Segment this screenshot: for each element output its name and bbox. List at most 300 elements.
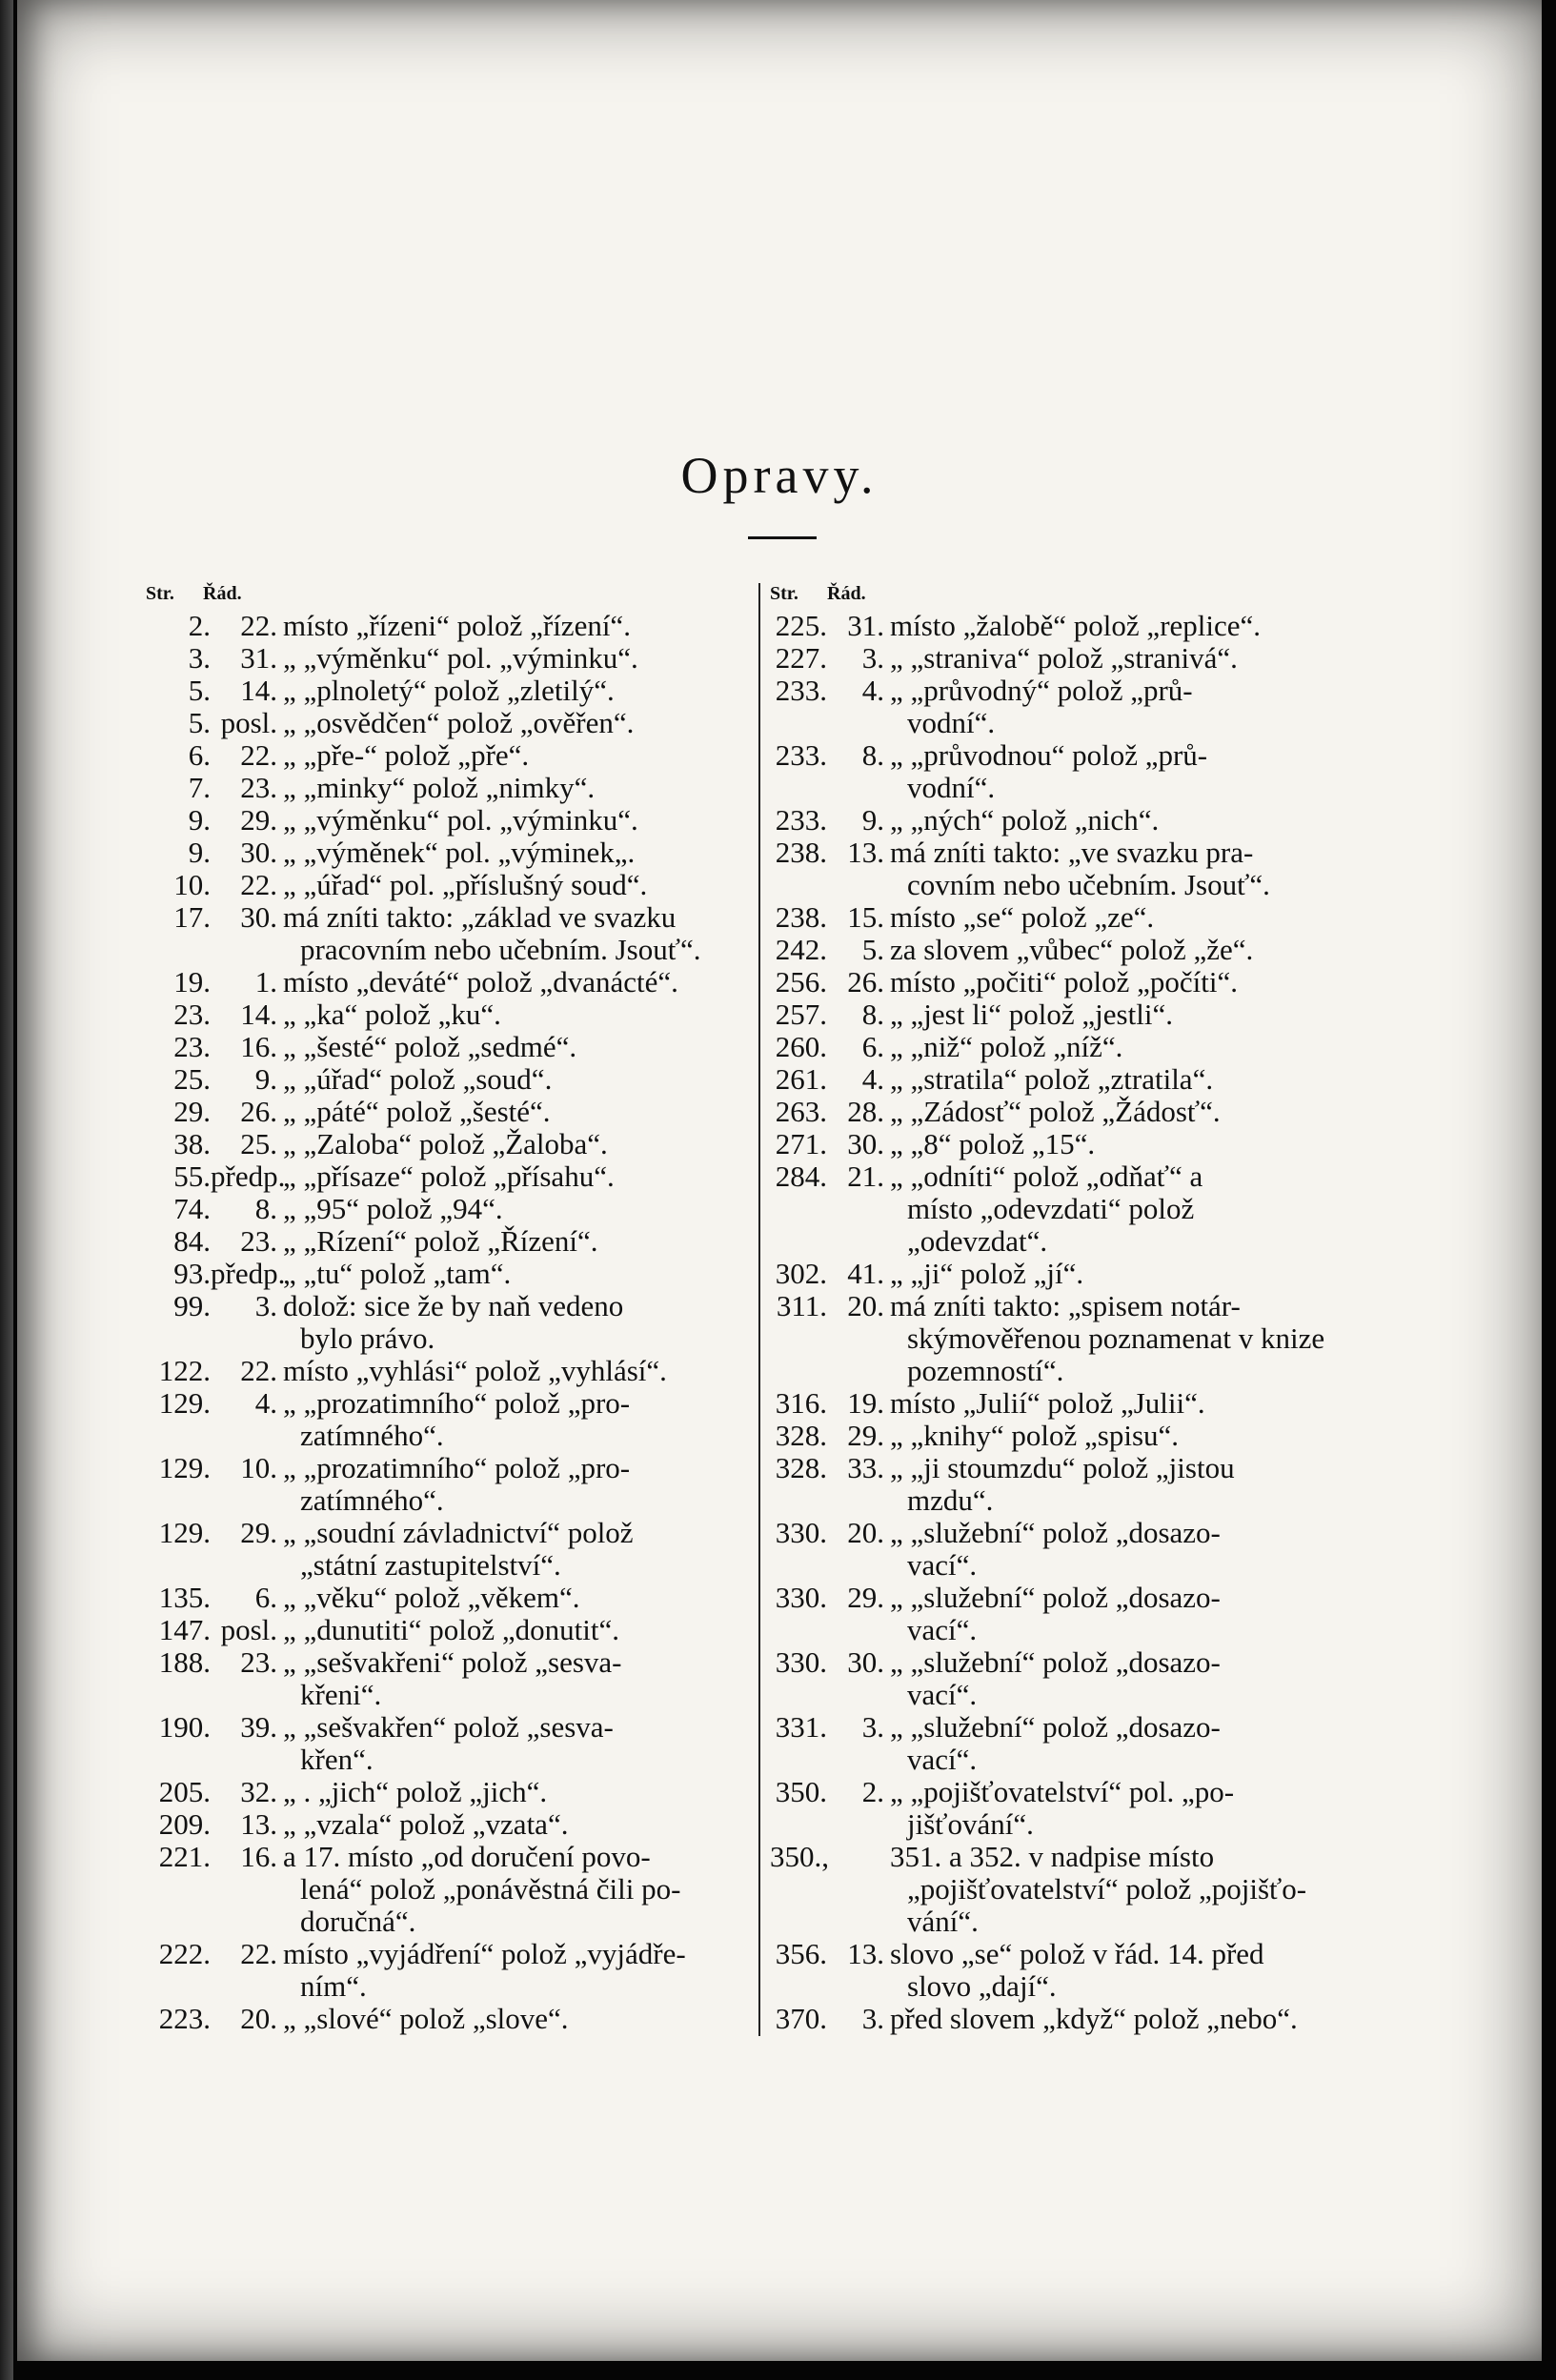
errata-entry [146,869,756,901]
correction-text [890,1387,1378,1420]
correction-text [283,675,756,707]
correction-line: „ „průvodný“ polož „prů- [890,674,1193,707]
errata-entry [770,675,1378,739]
page-number: 284. [775,1160,827,1193]
line-number: 23. [240,771,277,804]
errata-entry [770,2003,1378,2035]
errata-entry [770,1096,1378,1128]
page-number: 23. [173,998,211,1031]
line-number: předp. [211,1257,286,1290]
correction-line: vací“. [907,1743,978,1776]
page-number: 3. [188,641,211,675]
errata-entry [770,1290,1378,1387]
line-number: 28. [847,1095,884,1128]
correction-text [283,1776,756,1808]
errata-entry [146,739,756,772]
errata-entry [770,739,1378,804]
correction-line: „ „95“ polož „94“. [283,1192,503,1225]
correction-text [283,1063,756,1096]
correction-line: „ „prozatimního“ polož „pro- [283,1386,631,1420]
errata-entry [770,1776,1378,1841]
line-number: 41. [847,1257,884,1290]
errata-entry [770,610,1378,642]
page-number: 205. [158,1775,211,1808]
correction-line: „ „jest li“ polož „jestli“. [890,998,1173,1031]
correction-line: před slovem „když“ polož „nebo“. [890,2002,1298,2035]
correction-line: skýmověřenou poznamenat v knize [907,1321,1325,1355]
correction-line: „ „služební“ polož „dosazo- [890,1581,1221,1614]
errata-entry [146,642,756,675]
correction-line: „ „osvědčen“ polož „ověřen“. [283,706,635,739]
correction-line: mzdu“. [907,1483,994,1517]
page-number: 2. [188,609,211,642]
line-number: 26. [847,965,884,998]
page-number: 328. [775,1451,827,1484]
correction-line: „ „sešvakřen“ polož „sesva- [283,1710,614,1744]
correction-text [890,934,1378,966]
correction-line: „ „výměnku“ pol. „výminku“. [283,803,638,837]
page-number: 331. [775,1710,827,1744]
correction-line: „ „sešvakřeni“ polož „sesva- [283,1645,622,1679]
correction-line: „ „prozatimního“ polož „pro- [283,1451,631,1484]
line-number: 14. [240,998,277,1031]
errata-entry [146,1646,756,1711]
line-number: 8. [861,998,884,1031]
line-number: 22. [240,1354,277,1387]
line-number: 30. [847,1127,884,1160]
errata-entry [770,642,1378,675]
correction-line: „ . „jich“ polož „jich“. [283,1775,548,1808]
correction-line: „ „Rízení“ polož „Řízení“. [283,1224,598,1258]
line-number: 30. [240,900,277,934]
correction-text [283,1128,756,1160]
correction-text [890,1063,1378,1096]
correction-line: „ „průvodnou“ polož „prů- [890,738,1208,772]
page-number: 7. [188,771,211,804]
errata-entry [146,966,756,998]
page-number: 25. [173,1062,211,1096]
page-number: 6. [188,738,211,772]
line-number: 30. [240,836,277,869]
book-spine-shadow [0,0,13,2380]
line-number: 33. [847,1451,884,1484]
page-number: 129. [158,1386,211,1420]
correction-text [890,1160,1378,1258]
page-number: 330. [775,1645,827,1679]
line-number: 16. [240,1840,277,1873]
errata-entry [146,610,756,642]
correction-line: „ „pře-“ polož „pře“. [283,738,530,772]
errata-entry [770,1258,1378,1290]
correction-line: místo „deváté“ polož „dvanácté“. [283,965,678,998]
correction-line: pozemností“. [907,1354,1064,1387]
errata-entry [770,1063,1378,1096]
correction-line: místo „vyjádření“ polož „vyjádře- [283,1937,686,1970]
line-number: 39. [240,1710,277,1744]
errata-entry [146,804,756,837]
correction-text [890,1290,1378,1387]
errata-entry [770,1128,1378,1160]
header-str: Str. [770,583,798,604]
correction-text [890,1420,1378,1452]
line-number: 13. [847,836,884,869]
correction-text [283,1225,756,1258]
correction-line: „ „služební“ polož „dosazo- [890,1710,1221,1744]
correction-line: vodní“. [907,771,996,804]
correction-text [283,1387,756,1452]
errata-entry [146,1808,756,1841]
errata-entry [146,772,756,804]
line-number: 22. [240,868,277,901]
correction-text [283,1193,756,1225]
line-number: 23. [240,1645,277,1679]
page-number: 233. [775,738,827,772]
line-number: 2. [861,1775,884,1808]
correction-text [890,1031,1378,1063]
correction-text [890,675,1378,739]
line-number: posl. [220,706,277,739]
correction-text [890,1128,1378,1160]
line-number: 30. [847,1645,884,1679]
correction-line: ním“. [300,1969,367,2003]
line-number: 9. [861,803,884,837]
page-number: 223. [158,2002,211,2035]
errata-entry [770,1420,1378,1452]
line-number: 22. [240,738,277,772]
correction-line: „ „stratila“ polož „ztratila“. [890,1062,1214,1096]
correction-line: „ „dunutiti“ polož „donutit“. [283,1613,619,1646]
errata-entry [770,1938,1378,2003]
page-number: 356. [775,1937,827,1970]
errata-entry [146,1582,756,1614]
line-number: 20. [847,1516,884,1549]
correction-text [283,966,756,998]
page-number: 84. [173,1224,211,1258]
errata-entry [146,1776,756,1808]
page-number: 330. [775,1516,827,1549]
correction-text [890,1646,1378,1711]
correction-line: „odevzdat“. [907,1224,1048,1258]
errata-entry [770,934,1378,966]
page-number: 260. [775,1030,827,1063]
errata-entry [146,1031,756,1063]
page-number: 227. [775,641,827,675]
page-number: 261. [775,1062,827,1096]
correction-text [283,610,756,642]
correction-line: „ „služební“ polož „dosazo- [890,1645,1221,1679]
correction-line: místo „se“ polož „ze“. [890,900,1155,934]
page-number: 17. [173,900,211,934]
correction-line: „ „Zaloba“ polož „Žaloba“. [283,1127,608,1160]
errata-entry [770,966,1378,998]
line-number: posl. [220,1613,277,1646]
correction-text [890,1096,1378,1128]
page-number: 23. [173,1030,211,1063]
correction-text [283,1646,756,1711]
correction-line: „ „straniva“ polož „stranivá“. [890,641,1238,675]
line-number: 31. [847,609,884,642]
errata-entry [146,1452,756,1517]
correction-text [890,1776,1378,1841]
errata-entry [146,675,756,707]
page-sheet [17,0,1542,2361]
page-number: 316. [775,1386,827,1420]
correction-line: místo „žalobě“ polož „replice“. [890,609,1262,642]
page-number: 350. [775,1775,827,1808]
line-number: 22. [240,1937,277,1970]
errata-entry [770,1841,1378,1938]
errata-entry [146,1193,756,1225]
page-number: 238. [775,900,827,934]
page-number: 263. [775,1095,827,1128]
correction-line: „státní zastupitelství“. [300,1548,561,1582]
correction-text [283,1711,756,1776]
correction-line: místo „počiti“ polož „počíti“. [890,965,1239,998]
line-number: 4. [861,1062,884,1096]
line-number: 9. [254,1062,277,1096]
correction-text [283,804,756,837]
correction-text [890,1711,1378,1776]
line-number: 8. [254,1192,277,1225]
correction-line: „ „slové“ polož „slove“. [283,2002,569,2035]
correction-text [283,1517,756,1582]
page-number: 93. [173,1257,211,1290]
correction-text [283,1452,756,1517]
page-number: 233. [775,674,827,707]
line-number: 26. [240,1095,277,1128]
correction-line: doručná“. [300,1905,416,1938]
correction-line: dolož: sice že by naň vedeno [283,1289,624,1322]
column-header [770,583,1378,604]
correction-line: má zníti takto: „ve svazku pra- [890,836,1254,869]
correction-text [890,1938,1378,2003]
errata-column-right [758,583,1378,2036]
correction-text [283,1096,756,1128]
correction-text [283,739,756,772]
errata-entry [146,1517,756,1582]
errata-entry [146,707,756,739]
correction-line: „ „páté“ polož „šesté“. [283,1095,551,1128]
errata-entry [770,1160,1378,1258]
correction-text [890,610,1378,642]
errata-entry [146,1355,756,1387]
correction-line: za slovem „vůbec“ polož „že“. [890,933,1254,966]
line-number: 6. [254,1581,277,1614]
line-number: 19. [847,1386,884,1420]
line-number: 20. [240,2002,277,2035]
errata-entry [146,837,756,869]
line-number: 20. [847,1289,884,1322]
correction-text [283,642,756,675]
correction-line: „ „ji“ polož „jí“. [890,1257,1084,1290]
line-number: 29. [240,1516,277,1549]
column-header [146,583,756,604]
header-str: Str. [146,583,174,604]
line-number: 1. [254,965,277,998]
page-number: 225. [775,609,827,642]
correction-text [890,739,1378,804]
correction-text [283,869,756,901]
correction-line: vodní“. [907,706,996,739]
correction-text [283,1160,756,1193]
correction-line: jišťování“. [907,1807,1034,1841]
correction-text [890,998,1378,1031]
correction-text [283,707,756,739]
correction-line: „ „ka“ polož „ku“. [283,998,501,1031]
line-number: 13. [240,1807,277,1841]
correction-line: a 17. místo „od doručení povo- [283,1840,651,1873]
correction-line: „ „úřad“ polož „soud“. [283,1062,553,1096]
page-title: Opravy. [680,447,879,504]
correction-line: „ „pojišťovatelství“ pol. „po- [890,1775,1235,1808]
correction-line: „ „přísaze“ polož „přísahu“. [283,1160,615,1193]
page-number: 147. [158,1613,211,1646]
correction-line: „ „služební“ polož „dosazo- [890,1516,1221,1549]
errata-entry [146,1063,756,1096]
correction-text [283,1031,756,1063]
errata-entry [146,1225,756,1258]
correction-line: „ „tu“ polož „tam“. [283,1257,512,1290]
line-number [827,1841,890,1938]
title-rule [748,536,817,539]
line-number: 6. [861,1030,884,1063]
page-number: 209. [158,1807,211,1841]
correction-line: lená“ polož „ponávěstná čili po- [300,1872,681,1906]
correction-text [890,837,1378,901]
page-number: 271. [775,1127,827,1160]
line-number: 3. [861,1710,884,1744]
correction-text [283,998,756,1031]
correction-line: „ „ných“ polož „nich“. [890,803,1160,837]
correction-text [890,901,1378,934]
correction-line: vání“. [907,1905,979,1938]
page-number: 370. [775,2002,827,2035]
line-number: 31. [240,641,277,675]
correction-line: „ „8“ polož „15“. [890,1127,1096,1160]
correction-text [890,1517,1378,1582]
page-number: 122. [158,1354,211,1387]
errata-entry [770,1387,1378,1420]
page-number: 55. [173,1160,211,1193]
correction-line: „ „Zádosť“ polož „Žádosť“. [890,1095,1221,1128]
errata-entry [146,1128,756,1160]
correction-line: covním nebo učebním. Jsouť“. [907,868,1270,901]
page-number: 188. [158,1645,211,1679]
page-number: 221. [158,1840,211,1873]
line-number: 5. [861,933,884,966]
correction-line: křen“. [300,1743,374,1776]
errata-entry [770,804,1378,837]
correction-text [283,1938,756,2003]
page-number: 257. [775,998,827,1031]
page-number: 328. [775,1419,827,1452]
page-number: 190. [158,1710,211,1744]
errata-entry [146,1387,756,1452]
correction-text [890,1841,1378,1938]
correction-line: „ „úřad“ pol. „příslušný soud“. [283,868,648,901]
page-number: 311. [776,1289,827,1322]
errata-entry [770,1452,1378,1517]
correction-text [283,1290,756,1355]
correction-text [283,1808,756,1841]
line-number: 4. [254,1386,277,1420]
header-rad: Řád. [203,583,242,604]
correction-line: „ „plnoletý“ polož „zletilý“. [283,674,615,707]
correction-line: „ „věku“ polož „věkem“. [283,1581,580,1614]
line-number: 13. [847,1937,884,1970]
errata-entry [770,901,1378,934]
correction-line: „ „minky“ polož „nimky“. [283,771,596,804]
correction-text [890,1582,1378,1646]
correction-line: „ „knihy“ polož „spisu“. [890,1419,1180,1452]
page-number: 238. [775,836,827,869]
correction-line: vací“. [907,1678,978,1711]
page-number: 242. [775,933,827,966]
page-number: 9. [188,803,211,837]
line-number: 4. [861,674,884,707]
page-number: 330. [775,1581,827,1614]
correction-line: „ „výměnku“ pol. „výminku“. [283,641,638,675]
correction-line: pracovním nebo učebním. Jsouť“. [300,933,701,966]
errata-entry [146,1258,756,1290]
errata-entry [146,998,756,1031]
errata-entry [770,1582,1378,1646]
correction-line: má zníti takto: „spisem notár- [890,1289,1241,1322]
page-number: 233. [775,803,827,837]
correction-line: slovo „se“ polož v řád. 14. před [890,1937,1264,1970]
line-number: 14. [240,674,277,707]
errata-entry [146,1290,756,1355]
line-number: 3. [861,2002,884,2035]
line-number: 29. [847,1419,884,1452]
page-number: 10. [173,868,211,901]
page-number: 5. [188,674,211,707]
correction-text [890,1258,1378,1290]
correction-line: „ „šesté“ polož „sedmé“. [283,1030,577,1063]
page-number: 74. [173,1192,211,1225]
correction-line: místo „Julií“ polož „Julii“. [890,1386,1205,1420]
line-number: 8. [861,738,884,772]
correction-text [283,837,756,869]
errata-entry [146,1614,756,1646]
correction-line: místo „vyhlási“ polož „vyhlásí“. [283,1354,667,1387]
errata-entry [146,1841,756,1938]
line-number: předp. [211,1160,286,1193]
page-number: 129. [158,1451,211,1484]
page-number: 350., [770,1840,829,1873]
line-number: 15. [847,900,884,934]
correction-line: slovo „dají“. [907,1969,1057,2003]
correction-text [890,642,1378,675]
correction-line: 351. a 352. v nadpise místo [890,1840,1215,1873]
errata-entry [146,2003,756,2035]
correction-text [283,1258,756,1290]
errata-entry [770,1031,1378,1063]
line-number: 21. [847,1160,884,1193]
page-number: 19. [173,965,211,998]
correction-line: zatímného“. [300,1483,444,1517]
correction-line: místo „řízeni“ polož „řízení“. [283,609,631,642]
errata-entry [770,837,1378,901]
page-number: 256. [775,965,827,998]
correction-line: vací“. [907,1548,978,1582]
page-number: 302. [775,1257,827,1290]
page-number: 129. [158,1516,211,1549]
correction-text [890,966,1378,998]
correction-text [283,772,756,804]
page-number: 5. [188,706,211,739]
page-number: 222. [158,1937,211,1970]
